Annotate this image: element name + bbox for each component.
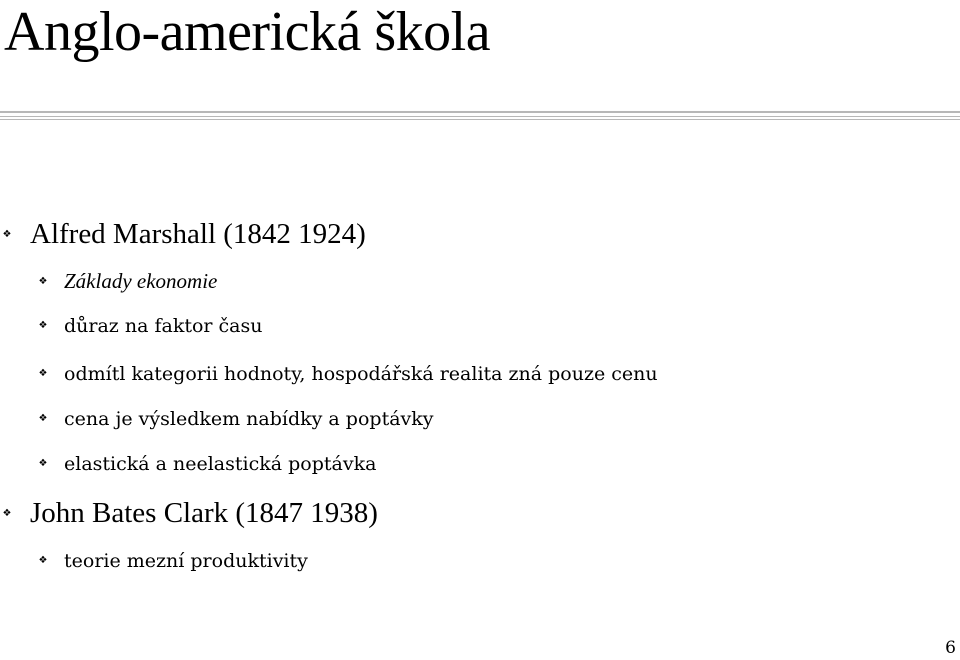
slide-title: Anglo-americká škola: [4, 1, 491, 63]
title-divider-thin: [0, 119, 960, 120]
bullet-text: důraz na faktor času: [64, 315, 263, 337]
list-item: [36, 453, 376, 475]
diamond-bullet-icon: ❖: [38, 368, 48, 379]
diamond-bullet-icon: ❖: [38, 275, 48, 287]
bullet-text: cena je výsledkem nabídky a poptávky: [64, 408, 434, 430]
bullet-text: odmítl kategorii hodnoty, hospodářská realita zná pouze cenu: [64, 363, 658, 385]
list-item: [36, 363, 658, 385]
bullet-text: Alfred Marshall (1842 1924): [30, 218, 366, 250]
title-divider-thick: [0, 111, 960, 113]
bullet-text: Základy ekonomie: [64, 269, 218, 293]
bullet-text: elastická a neelastická poptávka: [64, 453, 377, 475]
diamond-bullet-icon: ❖: [38, 413, 48, 424]
diamond-bullet-icon: ❖: [2, 507, 12, 519]
list-item: [36, 315, 263, 337]
diamond-bullet-icon: ❖: [38, 555, 48, 566]
bullet-text: teorie mezní produktivity: [64, 550, 308, 572]
title-divider-thin: [0, 116, 960, 117]
list-item: [36, 550, 308, 572]
diamond-bullet-icon: ❖: [38, 458, 48, 469]
diamond-bullet-icon: ❖: [38, 320, 48, 331]
list-item: [0, 218, 366, 251]
list-item: [0, 497, 378, 530]
page-number: 6: [945, 638, 956, 658]
list-item: [36, 408, 434, 430]
list-item: [36, 269, 217, 294]
bullet-text: John Bates Clark (1847 1938): [30, 497, 378, 529]
diamond-bullet-icon: ❖: [2, 228, 12, 240]
